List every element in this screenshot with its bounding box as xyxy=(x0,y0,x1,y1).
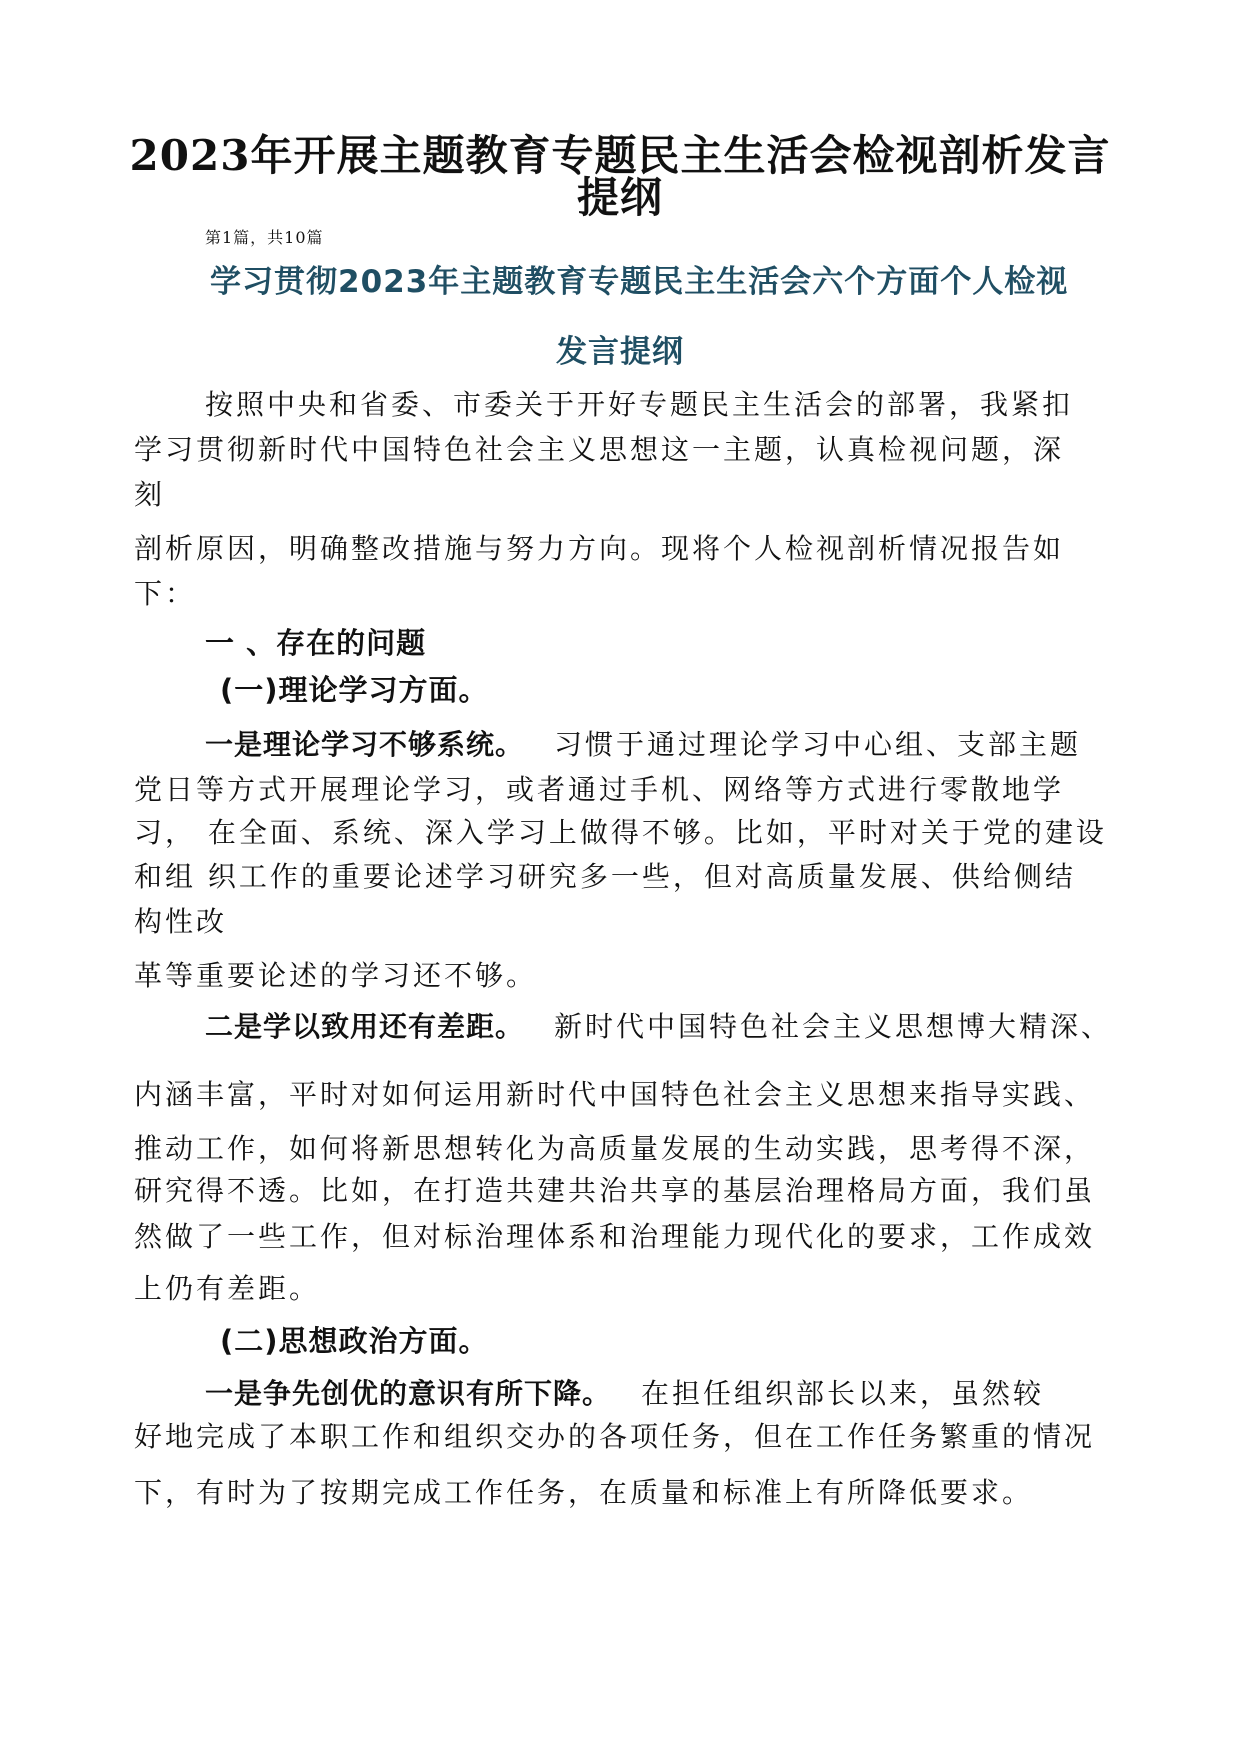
paragraph-line: 和组 织工作的重要论述学习研究多一些，但对高质量发展、供给侧结 xyxy=(134,860,1076,893)
paragraph-text: 习惯于通过理论学习中心组、支部主题 xyxy=(554,728,1082,761)
document-title-line-2: 提纲 xyxy=(576,173,663,222)
paragraph-text: 新时代中国特色社会主义思想博大精深、 xyxy=(554,1010,1113,1043)
paragraph-line: 下，有时为了按期完成工作任务，在质量和标准上有所降低要求。 xyxy=(134,1476,1034,1509)
paragraph-line: 研究得不透。比如，在打造共建共治共享的基层治理格局方面，我们虽 xyxy=(134,1174,1096,1207)
paragraph-first-line xyxy=(205,1009,1112,1045)
paragraph-first-line xyxy=(205,727,1081,763)
document-title-line-1: 2023年开展主题教育专题民主生活会检视剖析发言 xyxy=(129,131,1111,180)
paragraph-lead: 二是学以致用还有差距。 xyxy=(205,1010,525,1043)
intro-line: 刻 xyxy=(134,478,166,511)
paragraph-line: 上仍有差距。 xyxy=(134,1272,321,1305)
intro-line: 下： xyxy=(134,577,197,610)
paragraph-line: 习， 在全面、系统、深入学习上做得不够。比如，平时对关于党的建设 xyxy=(134,816,1107,849)
subsection-heading: (一)理论学习方面。 xyxy=(220,673,489,707)
paragraph-line: 革等重要论述的学习还不够。 xyxy=(134,959,538,992)
intro-line: 学习贯彻新时代中国特色社会主义思想这一主题，认真检视问题，深 xyxy=(134,433,1065,466)
paragraph-line: 党日等方式开展理论学习，或者通过手机、网络等方式进行零散地学 xyxy=(134,773,1065,806)
paragraph-line: 好地完成了本职工作和组织交办的各项任务，但在工作任务繁重的情况 xyxy=(134,1420,1096,1453)
paragraph-text: 在担任组织部长以来，虽然较 xyxy=(641,1377,1045,1410)
paragraph-first-line xyxy=(205,1376,1044,1412)
paragraph-line: 然做了一些工作，但对标治理体系和治理能力现代化的要求，工作成效 xyxy=(134,1220,1096,1253)
article-counter: 第1篇，共10篇 xyxy=(205,228,324,247)
paragraph-line: 内涵丰富，平时对如何运用新时代中国特色社会主义思想来指导实践、 xyxy=(134,1078,1096,1111)
paragraph-line: 构性改 xyxy=(134,905,228,938)
article-subtitle-line-1: 学习贯彻2023年主题教育专题民主生活会六个方面个人检视 xyxy=(210,264,1069,300)
subsection-heading: (二)思想政治方面。 xyxy=(220,1324,489,1358)
paragraph-lead: 一是争先创优的意识有所下降。 xyxy=(205,1377,612,1410)
paragraph-line: 推动工作，如何将新思想转化为高质量发展的生动实践，思考得不深， xyxy=(134,1132,1096,1165)
paragraph-lead: 一是理论学习不够系统。 xyxy=(205,728,525,761)
intro-line: 剖析原因，明确整改措施与努力方向。现将个人检视剖析情况报告如 xyxy=(134,532,1065,565)
article-subtitle-line-2: 发言提纲 xyxy=(556,334,684,370)
section-heading: 一 、存在的问题 xyxy=(205,626,427,660)
intro-line: 按照中央和省委、市委关于开好专题民主生活会的部署，我紧扣 xyxy=(205,388,1074,421)
